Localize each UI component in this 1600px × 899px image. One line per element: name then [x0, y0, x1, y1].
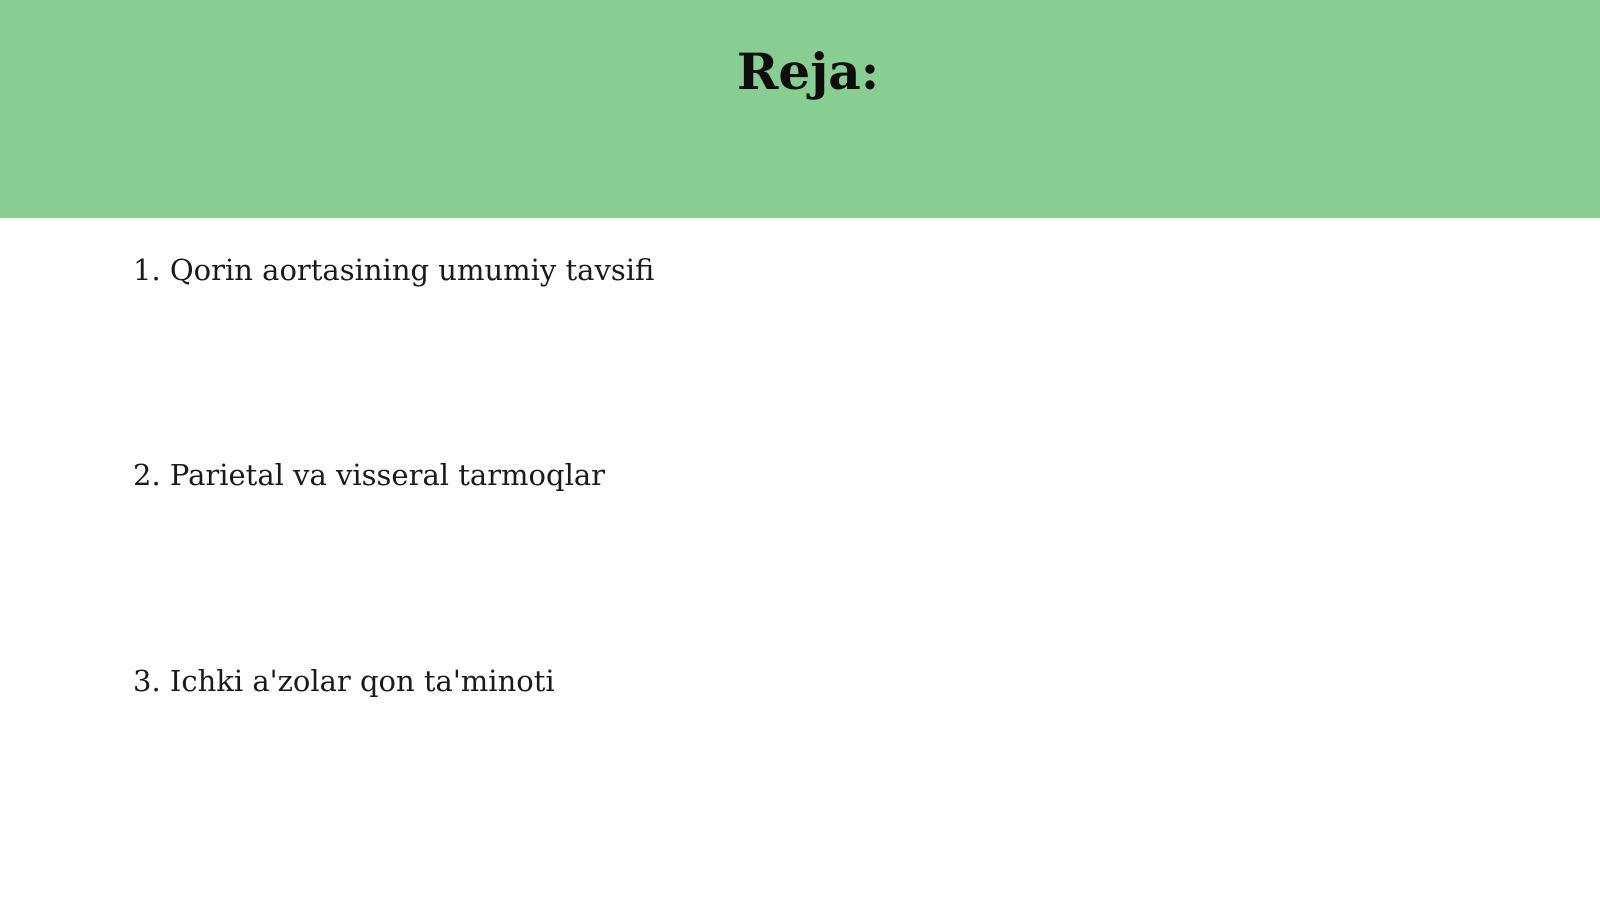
- plan-item-1: 1. Qorin aortasining umumiy tavsifi: [133, 253, 655, 287]
- plan-item-2: 2. Parietal va visseral tarmoqlar: [133, 458, 606, 492]
- slide-title: Reja:: [736, 42, 880, 101]
- plan-item-3: 3. Ichki a'zolar qon ta'minoti: [133, 664, 555, 698]
- header-band: [0, 0, 1600, 218]
